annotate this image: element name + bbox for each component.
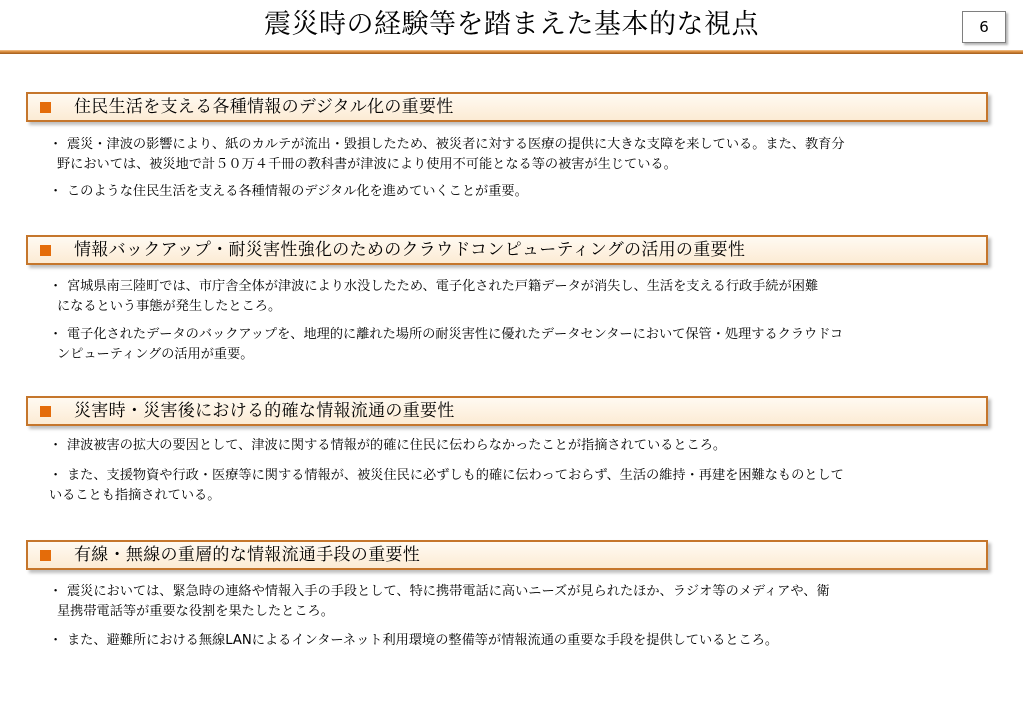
bullet-text: また、避難所における無線LANによるインターネット利用環境の整備等が情報流通の重要な手段を提供しているところ。 [67, 633, 779, 648]
bullet-text: このような住民生活を支える各種情報のデジタル化を進めていくことが重要。 [67, 184, 528, 199]
square-bullet-icon [40, 550, 51, 561]
bullet-dot-icon: ・ [49, 633, 63, 648]
bullet-dot-icon: ・ [49, 438, 63, 453]
bullet-dot-icon: ・ [49, 279, 63, 294]
section-header [26, 396, 988, 426]
bullet-text-continued: 野においては、被災地で計５０万４千冊の教科書が津波により使用不可能となる等の被害が生じている。 [57, 157, 677, 172]
bullet-text-continued: いることも指摘されている。 [49, 488, 221, 503]
section-header [26, 92, 988, 122]
bullet-dot-icon: ・ [49, 468, 63, 483]
bullet-dot-icon: ・ [49, 137, 63, 152]
section-heading: 有線・無線の重層的な情報流通手段の重要性 [74, 545, 420, 565]
bullet-text: 震災・津波の影響により、紙のカルテが流出・毀損したため、被災者に対する医療の提供に大きな支障を来している。また、教育分 [67, 137, 845, 152]
section-heading: 情報バックアップ・耐災害性強化のためのクラウドコンピューティングの活用の重要性 [74, 240, 746, 260]
square-bullet-icon [40, 245, 51, 256]
square-bullet-icon [40, 102, 51, 113]
section-header [26, 235, 988, 265]
bullet-text-continued: になるという事態が発生したところ。 [57, 299, 282, 314]
bullet-text-continued: 星携帯電話等が重要な役割を果たしたところ。 [57, 604, 334, 619]
title-underline [0, 50, 1023, 54]
page-number: 6 [962, 11, 1006, 43]
bullet-text-continued: ンピューティングの活用が重要。 [57, 347, 254, 362]
bullet-text: 宮城県南三陸町では、市庁舎全体が津波により水没したため、電子化された戸籍データが消失し、生活を支える行政手続が困難 [67, 279, 819, 294]
bullet-text: 震災においては、緊急時の連絡や情報入手の手段として、特に携帯電話に高いニーズが見られたほか、ラジオ等のメディアや、衛 [67, 584, 830, 599]
bullet-text: 津波被害の拡大の要因として、津波に関する情報が的確に住民に伝わらなかったことが指摘されているところ。 [67, 438, 727, 453]
page-title: 震災時の経験等を踏まえた基本的な視点 [264, 9, 759, 40]
bullet-text: また、支援物資や行政・医療等に関する情報が、被災住民に必ずしも的確に伝わっておらず、生活の維持・再建を困難なものとして [67, 468, 844, 483]
bullet-dot-icon: ・ [49, 584, 63, 599]
bullet-dot-icon: ・ [49, 327, 63, 342]
section-header [26, 540, 988, 570]
bullet-dot-icon: ・ [49, 184, 63, 199]
section-heading: 住民生活を支える各種情報のデジタル化の重要性 [74, 97, 454, 117]
section-heading: 災害時・災害後における的確な情報流通の重要性 [74, 401, 455, 421]
bullet-text: 電子化されたデータのバックアップを、地理的に離れた場所の耐災害性に優れたデータセンターにおいて保管・処理するクラウドコ [67, 327, 844, 342]
square-bullet-icon [40, 406, 51, 417]
